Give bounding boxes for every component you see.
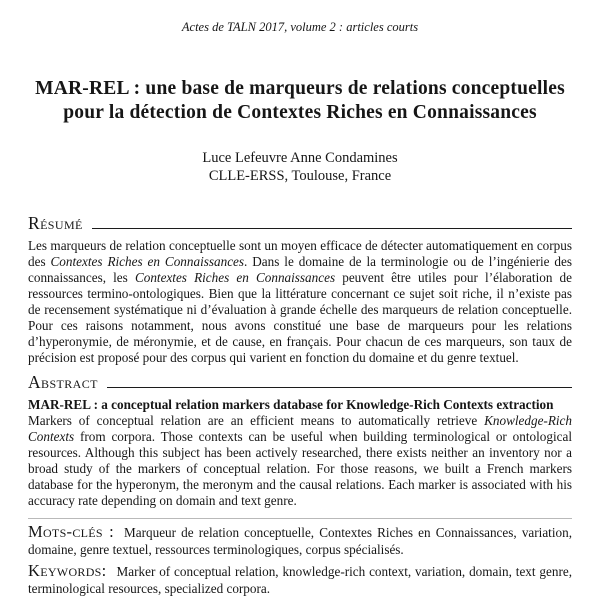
affiliation: CLLE-ERSS, Toulouse, France: [208, 167, 392, 184]
keywords-heading-label: Keywords:: [28, 561, 107, 580]
resume-section-heading: [28, 213, 572, 233]
abstract-heading-label: Abstract: [28, 372, 98, 392]
paper-title: [28, 77, 572, 125]
proceedings-header: Actes de TALN 2017, volume 2 : articles courts: [181, 20, 419, 34]
abstract-section-heading: [28, 372, 572, 392]
resume-heading-label: Résumé: [28, 213, 83, 233]
abstract-heading-rule: [107, 387, 572, 388]
keywords-divider-rule: [28, 518, 572, 519]
mots-cles-heading-label: Mots-clés :: [28, 522, 115, 541]
keywords-text: Marker of conceptual relation, knowledge-rich context, variation, domain, text genre, terminological resources, specialized corpora.: [28, 564, 572, 596]
abstract-body-text: Markers of conceptual relation are an efficient means to automatically retrieve Knowledge-Rich Contexts from corpora. Those contexts can be useful when building terminological or ontological resources. Although this subject has been actively researched, there exists neither an inventory nor a broad study of the markers of conceptual relation. For those reasons, we built a French markers database for the hyperonym, the meronym and the causal relations. Each marker is associated with his accuracy rate depending on domain and text genre.: [28, 413, 572, 508]
abstract-bold-title: MAR-REL : a conceptual relation markers database for Knowledge-Rich Contexts extraction: [28, 397, 554, 412]
author-names: Luce Lefeuvre Anne Condamines: [202, 150, 398, 166]
resume-paragraph: Les marqueurs de relation conceptuelle sont un moyen efficace de détecter automatiquement en corpus des Contextes Riches en Connaissances. Dans le domaine de la terminologie ou de l’ingénierie des connaissances, les Contextes Riches en Connaissances peuvent être utiles pour l’élaboration de ressources termino-ontologiques. Bien que la littérature concernant ce sujet soit riche, il n’existe pas de recensement systématique ni d’évaluation à grande échelle des marqueurs de relation conceptuelle. Pour ces raisons notamment, nous avons constitué une base de marqueurs pour les relations d’hyperonymie, de méronymie, et de cause, en français. Pour chacun de ces marqueurs, son taux de précision est proposé pour des corpus qui varient en fonction du domaine et du genre textuel.: [28, 238, 573, 365]
paper-title-line1: MAR-REL : une base de marqueurs de relations conceptuelles: [35, 78, 565, 99]
paper-title-line2: pour la détection de Contextes Riches en Connaissances: [63, 102, 537, 123]
mots-cles-paragraph: [28, 524, 572, 558]
mots-cles-text: Marqueur de relation conceptuelle, Contextes Riches en Connaissances, variation, domaine, genre textuel, ressources terminologiques, corpus spécialisés.: [28, 525, 572, 557]
authors-block: [28, 150, 572, 185]
keywords-paragraph: [28, 563, 572, 597]
abstract-paragraph: [28, 397, 572, 509]
resume-heading-rule: [92, 228, 572, 229]
